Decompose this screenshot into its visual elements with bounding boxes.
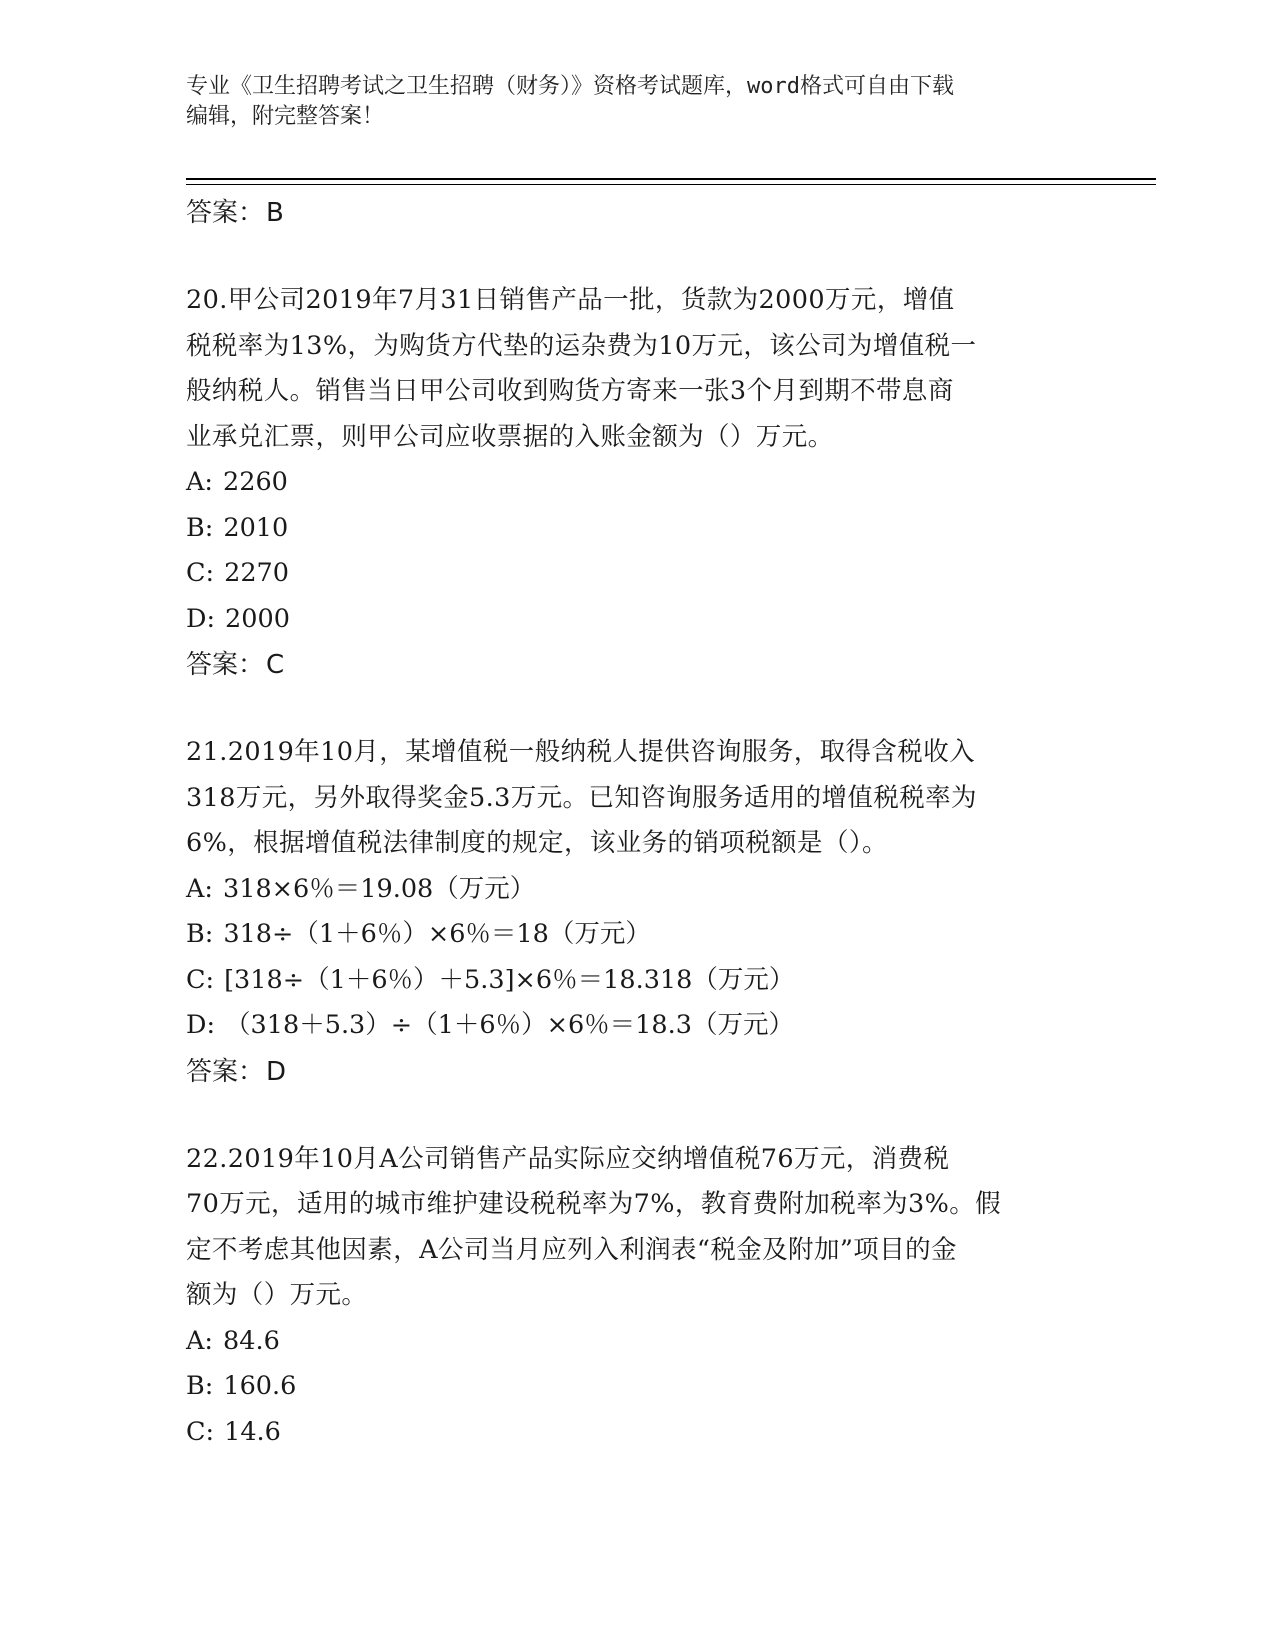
spacer: [186, 688, 1086, 730]
option-text: 2010: [223, 512, 289, 543]
answer-line: [186, 642, 1086, 688]
question-text-line: 6%，根据增值税法律制度的规定，该业务的销项税额是（）。: [186, 828, 888, 858]
option-c: [186, 551, 1086, 597]
question-text-line: 22.2019年10月A公司销售产品实际应交纳增值税76万元，消费税: [186, 1143, 950, 1174]
answer-value: B: [266, 198, 284, 228]
question-text-line: 70万元，适用的城市维护建设税税率为7%，教育费附加税率为3%。假: [186, 1189, 1002, 1219]
option-text: 160.6: [223, 1371, 297, 1401]
option-text: （318＋5.3）÷（1＋6％）×6％＝18.3（万元）: [225, 1010, 794, 1040]
option-a: [186, 1319, 1086, 1365]
option-a: [186, 867, 1086, 913]
option-text: 2000: [225, 603, 290, 634]
option-d: [186, 1003, 1086, 1049]
question-text-line: 21.2019年10月，某增值税一般纳税人提供咨询服务，取得含税收入: [186, 737, 975, 767]
option-key: D:: [186, 603, 216, 634]
question-text-line: 定不考虑其他因素，A公司当月应列入利润表“税金及附加”项目的金: [186, 1234, 957, 1265]
header-line-2: 编辑，附完整答案！: [186, 104, 385, 129]
answer-value: C: [266, 650, 285, 680]
question-text-line: 318万元，另外取得奖金5.3万元。已知咨询服务适用的增值税税率为: [186, 782, 977, 813]
document-body: [186, 190, 1086, 1455]
answer-line: [186, 1049, 1086, 1095]
spacer: [186, 1095, 1086, 1137]
option-text: [318÷（1＋6％）＋5.3]×6％＝18.318（万元）: [224, 964, 795, 995]
answer-label: 答案：: [186, 198, 265, 228]
question-text-line: 额为（）万元。: [186, 1280, 368, 1310]
header-divider-thin: [186, 184, 1156, 185]
option-text: 2260: [223, 467, 288, 497]
option-c: [186, 1410, 1086, 1456]
option-key: B:: [186, 1371, 214, 1401]
option-d: [186, 597, 1086, 643]
option-text: 84.6: [223, 1325, 280, 1356]
spacer: [186, 236, 1086, 278]
answer-value: D: [266, 1056, 287, 1087]
answer-label: 答案：: [186, 650, 265, 680]
question-text-line: 20.甲公司2019年7月31日销售产品一批，货款为2000万元，增值: [186, 285, 955, 315]
option-key: A:: [186, 873, 214, 904]
option-b: [186, 1364, 1086, 1410]
option-text: 14.6: [224, 1416, 281, 1447]
option-key: B:: [186, 512, 214, 543]
option-text: 318×6％＝19.08（万元）: [223, 873, 536, 904]
document-header: [186, 72, 1086, 132]
option-c: [186, 958, 1086, 1004]
option-b: [186, 506, 1086, 552]
option-key: C:: [186, 964, 215, 995]
option-key: A:: [186, 467, 214, 497]
question-20: [186, 278, 1086, 460]
option-key: C:: [186, 1416, 215, 1447]
option-key: C:: [186, 558, 215, 588]
option-text: 318÷（1＋6％）×6％＝18（万元）: [223, 919, 651, 949]
question-21: [186, 730, 1086, 867]
question-text-line: 业承兑汇票，则甲公司应收票据的入账金额为（）万元。: [186, 421, 834, 452]
answer-line: [186, 190, 1086, 236]
option-key: A:: [186, 1325, 214, 1356]
option-text: 2270: [224, 558, 290, 588]
option-key: D:: [186, 1010, 216, 1040]
header-line-1: 专业《卫生招聘考试之卫生招聘（财务）》资格考试题库，word格式可自由下载: [186, 74, 954, 99]
option-key: B:: [186, 919, 214, 949]
question-text-line: 税税率为13%，为购货方代垫的运杂费为10万元，该公司为增值税一: [186, 330, 977, 361]
option-a: [186, 460, 1086, 506]
header-divider-thick: [186, 178, 1156, 180]
question-text-line: 般纳税人。销售当日甲公司收到购货方寄来一张3个月到期不带息商: [186, 376, 954, 406]
answer-label: 答案：: [186, 1056, 265, 1087]
question-22: [186, 1137, 1086, 1319]
option-b: [186, 912, 1086, 958]
